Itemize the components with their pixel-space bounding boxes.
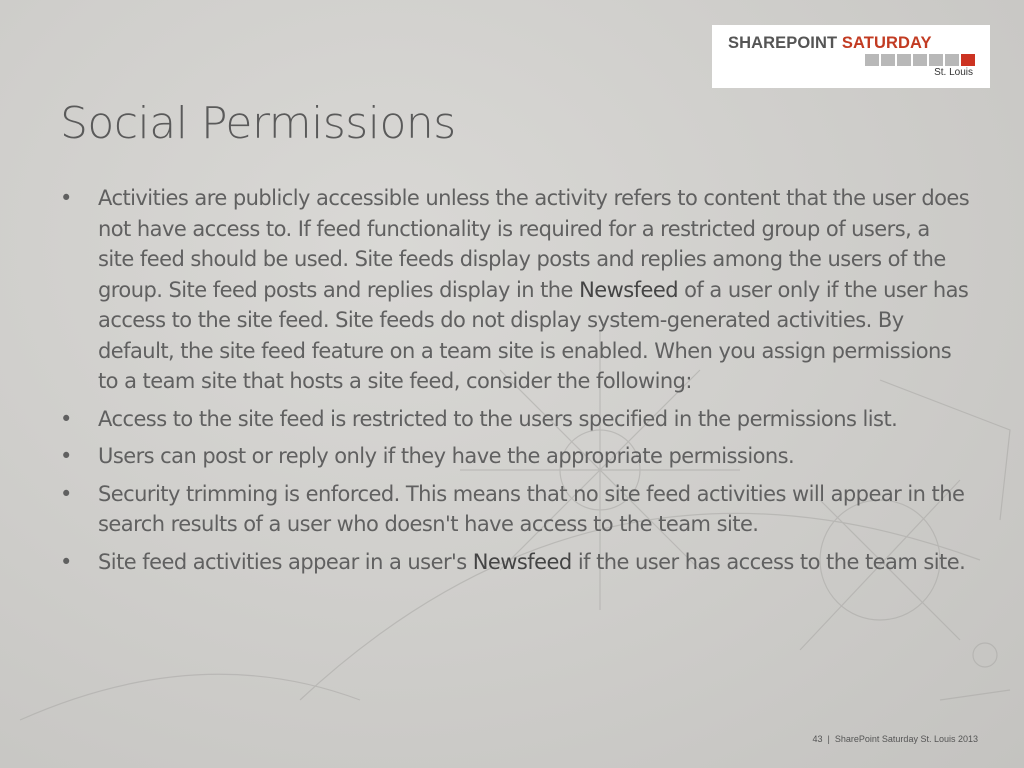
- logo-brand-primary: SHAREPOINT: [728, 34, 838, 52]
- bullet-mark: •: [60, 444, 72, 468]
- bullet-text: Activities are publicly accessible unless the activity refers to content that the user does not have access to. If feed functionality is required for a restricted group of users, a site feed should be used. Site feeds display posts and replies among the users of the group. Site feed posts and replies display in the: [98, 186, 970, 302]
- slide-footer: [813, 734, 978, 744]
- bullet-mark: •: [60, 406, 72, 431]
- emphasized-term: Newsfeed: [472, 549, 572, 574]
- bullet-item: [60, 183, 970, 397]
- bullet-text: Site feed activities appear in a user's: [98, 549, 473, 574]
- bullet-text: if the user has access to the team site.: [571, 549, 966, 574]
- logo-square: [945, 54, 959, 66]
- bullet-text: of a user only if the user has access to the site feed. Site feeds do not display system-generated activities. By default, the site feed feature on a team site is enabled. When you assign permissions to a team site that hosts a site feed, consider the following:: [98, 277, 969, 393]
- bullet-list: [60, 183, 970, 584]
- logo-square: [865, 54, 879, 66]
- bullet-text: Access to the site feed is restricted to the users specified in the permissions list.: [98, 406, 898, 431]
- bullet-item: [60, 547, 970, 578]
- logo-square: [929, 54, 943, 66]
- logo-square: [913, 54, 927, 66]
- bullet-mark: •: [60, 549, 72, 574]
- emphasized-term: Newsfeed: [579, 277, 678, 302]
- slide-title: Social Permissions: [60, 98, 456, 149]
- logo-brand-secondary: SATURDAY: [841, 34, 932, 52]
- bullet-item: [60, 441, 970, 472]
- bullet-text: Security trimming is enforced. This means that no site feed activities will appear in the search results of a user who doesn't have access to the team site.: [98, 481, 965, 536]
- logo-square: [881, 54, 895, 66]
- bullet-item: [60, 479, 970, 540]
- bullet-text: Users can post or reply only if they have the appropriate permissions.: [98, 444, 795, 468]
- page-number: 43: [812, 734, 823, 744]
- footer-separator: |: [827, 734, 830, 744]
- bullet-item: [60, 404, 970, 435]
- bullet-mark: •: [60, 481, 72, 506]
- logo-wordmark: [728, 34, 932, 53]
- sharepoint-saturday-logo: [712, 25, 990, 88]
- bullet-mark: •: [60, 186, 72, 210]
- logo-location: St. Louis: [934, 67, 973, 78]
- logo-square: [961, 54, 975, 66]
- logo-square: [897, 54, 911, 66]
- footer-event-name: SharePoint Saturday St. Louis 2013: [834, 734, 978, 744]
